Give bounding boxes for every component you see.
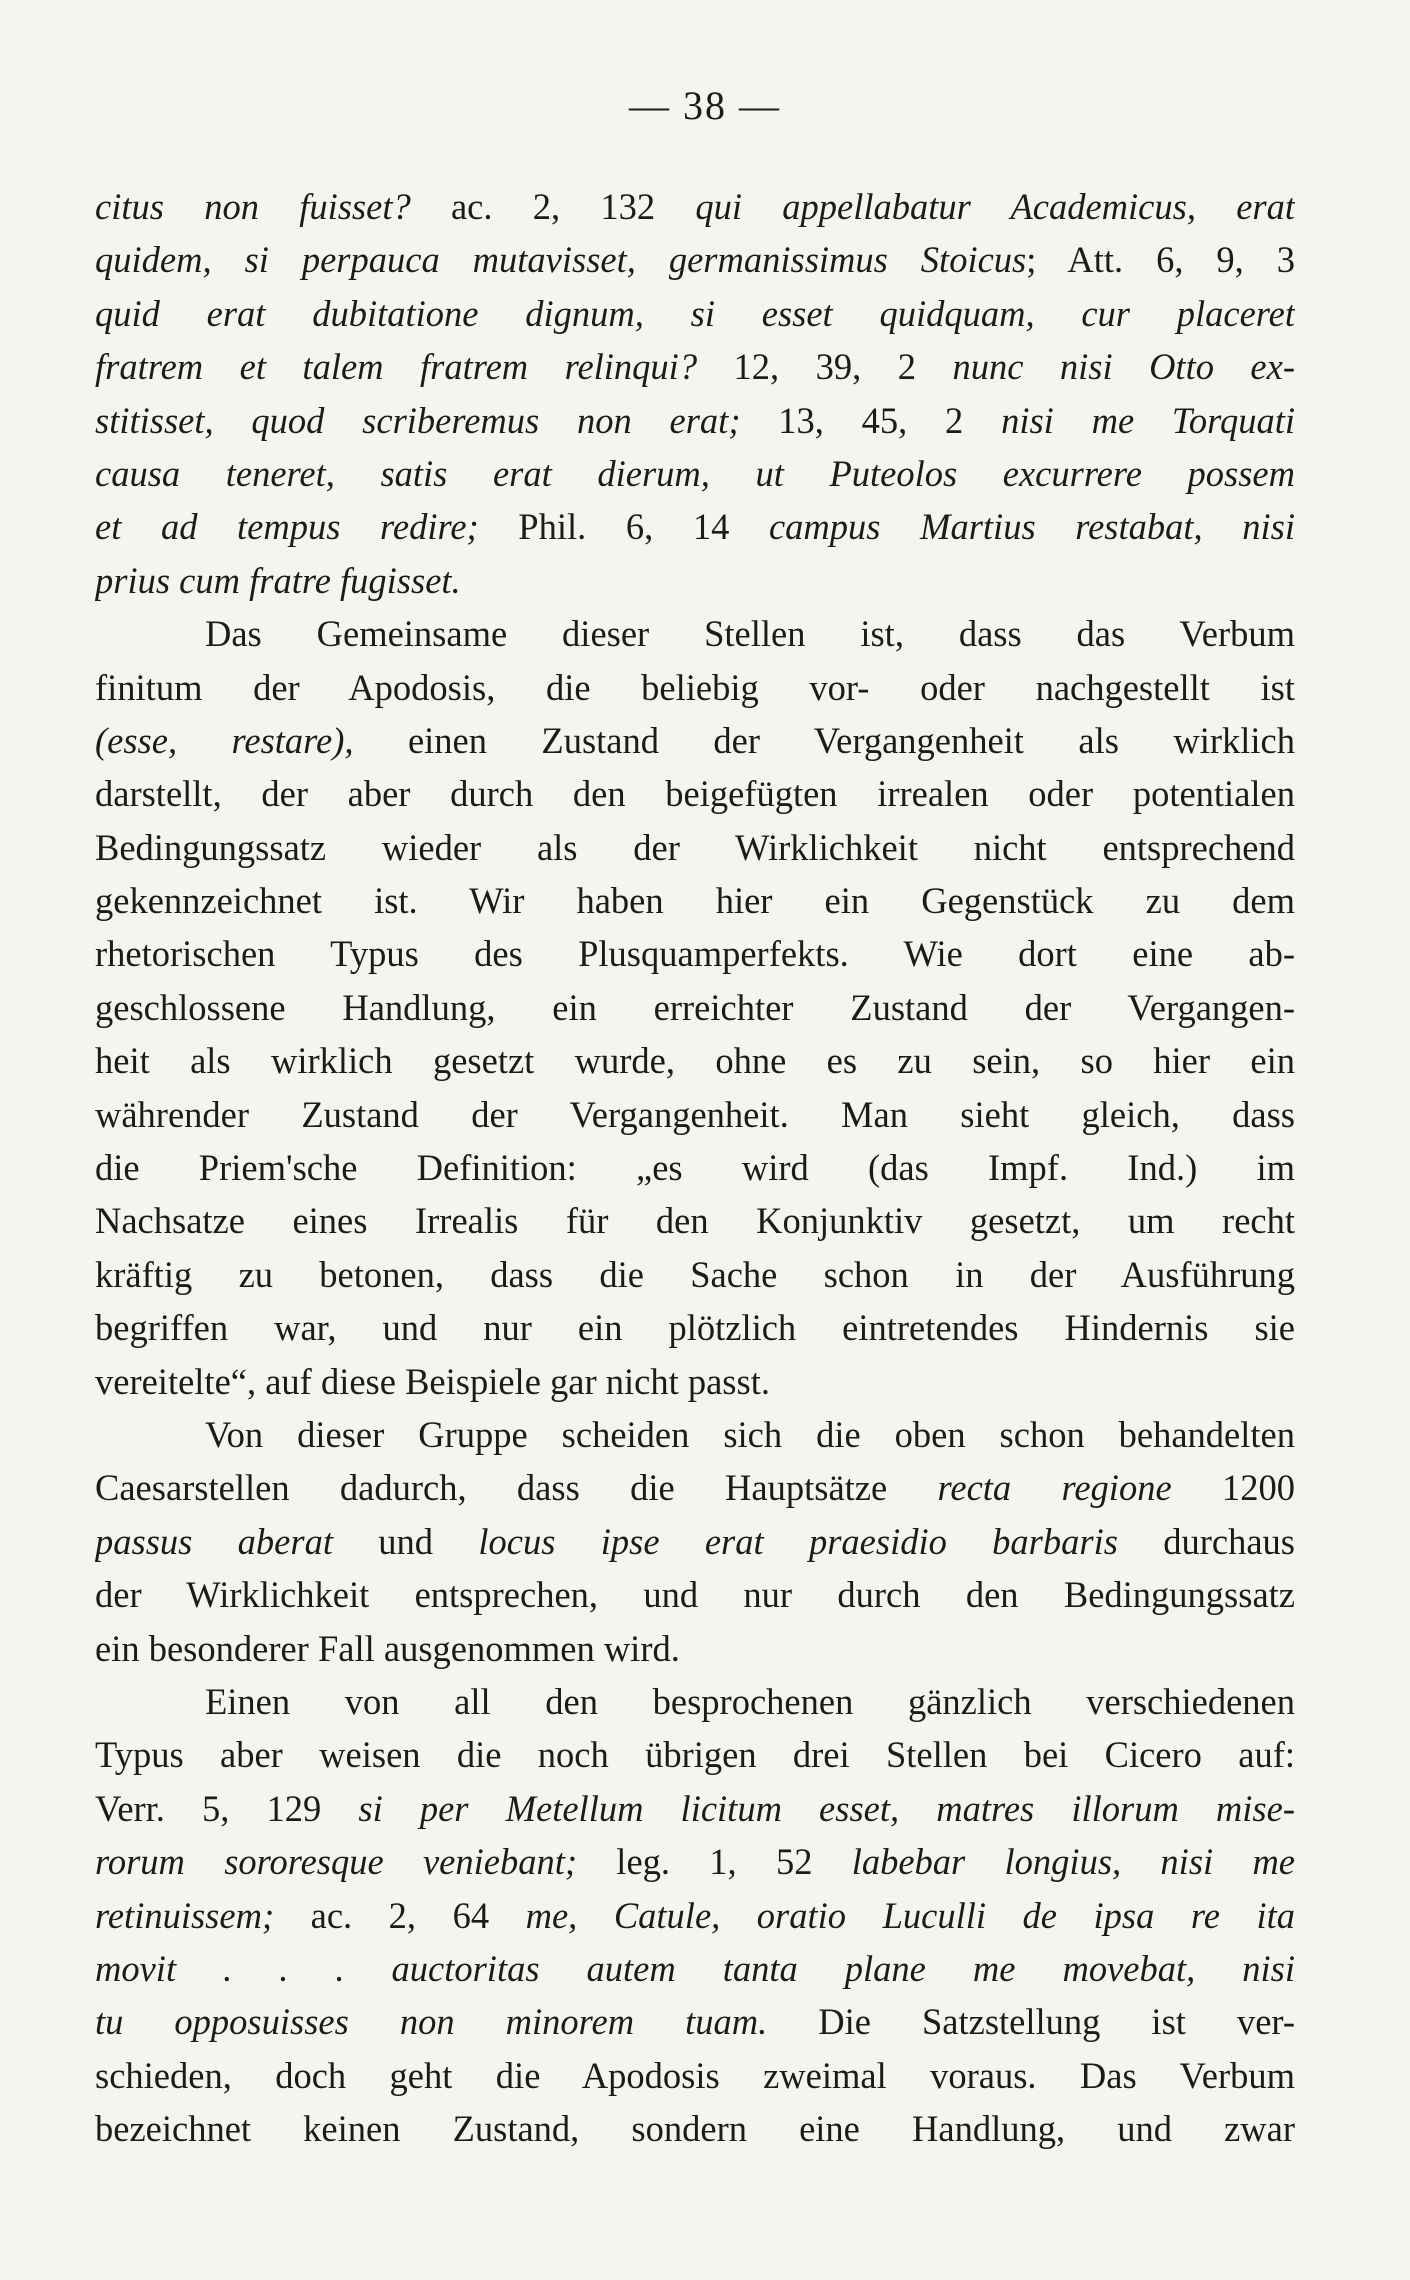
italic-segment: nisi me Torquati: [1001, 399, 1295, 441]
text-line: [95, 1461, 1295, 1514]
text-segment: die Priem'sche Definition: „es wird (das Impf. Ind.) im: [95, 1147, 1295, 1189]
text-segment: Von dieser Gruppe scheiden sich die oben schon behandelten: [205, 1413, 1295, 1455]
text-segment: finitum der Apodosis, die beliebig vor- oder nachgestellt ist: [95, 666, 1295, 708]
text-segment: rhetorischen Typus des Plusquamperfekts. Wie dort eine ab-: [95, 933, 1295, 975]
italic-segment: locus ipse erat praesidio barbaris: [478, 1520, 1164, 1562]
text-line: [95, 1568, 1295, 1621]
italic-segment: fratrem et talem fratrem relinqui?: [95, 346, 734, 388]
italic-segment: recta regione: [937, 1467, 1222, 1509]
text-segment: Phil. 6, 14: [518, 506, 769, 548]
text-line: [95, 1889, 1295, 1942]
text-segment: Einen von all den besprochenen gänzlich verschiedenen: [205, 1680, 1295, 1722]
italic-segment: rorum sororesque veniebant;: [95, 1841, 617, 1883]
text-segment: kräftig zu betonen, dass die Sache schon in der Ausführung: [95, 1253, 1295, 1295]
text-line: [95, 1301, 1295, 1354]
italic-segment: citus non fuisset?: [95, 186, 451, 227]
text-segment: darstellt, der aber durch den beigefügten irrealen oder potentialen: [95, 773, 1295, 815]
text-segment: ac. 2, 64: [310, 1894, 526, 1936]
text-segment: vereitelte“, auf diese Beispiele gar nicht passt.: [95, 1360, 770, 1402]
italic-segment: nunc nisi Otto ex-: [952, 346, 1295, 388]
text-line: [95, 340, 1295, 393]
text-line: [95, 2049, 1295, 2102]
text-line: [95, 1995, 1295, 2048]
text-segment: Caesarstellen dadurch, dass die Hauptsätze: [95, 1467, 938, 1509]
page-number: — 38 —: [629, 83, 781, 128]
text-segment: schieden, doch geht die Apodosis zweimal voraus. Das Verbum: [95, 2054, 1295, 2096]
text-line: [95, 1248, 1295, 1301]
text-line: [95, 233, 1295, 286]
text-segment: leg. 1, 52: [616, 1841, 852, 1883]
text-segment: ac. 2, 132: [450, 186, 696, 227]
text-line: [95, 2102, 1295, 2155]
text-segment: begriffen war, und nur ein plötzlich eintretendes Hindernis sie: [95, 1307, 1295, 1349]
text-segment: durchaus: [1163, 1520, 1295, 1562]
text-line: [95, 821, 1295, 874]
italic-segment: quidem, si perpauca mutavisset, germanissimus Stoicus: [95, 239, 1027, 281]
text-segment: Typus aber weisen die noch übrigen drei Stellen bei Cicero auf:: [95, 1734, 1295, 1776]
text-line: [95, 607, 1295, 660]
text-segment: ; Att. 6, 9, 3: [1026, 239, 1295, 281]
text-line: [95, 1141, 1295, 1194]
text-line: [95, 1835, 1295, 1888]
text-line: [95, 1782, 1295, 1835]
text-segment: und: [378, 1520, 479, 1562]
italic-segment: campus Martius restabat, nisi: [768, 506, 1295, 548]
text-segment: Das Gemeinsame dieser Stellen ist, dass das Verbum: [205, 613, 1295, 655]
text-line: [95, 447, 1295, 500]
italic-segment: causa teneret, satis erat dierum, ut Puteolos excurrere possem: [95, 452, 1295, 494]
text-line: [95, 661, 1295, 714]
text-line: [95, 1622, 1295, 1675]
italic-segment: tu opposuisses non minorem tuam.: [95, 2001, 819, 2043]
text-segment: Bedingungssatz wieder als der Wirklichkeit nicht entsprechend: [95, 826, 1295, 868]
text-line: [95, 1408, 1295, 1461]
italic-segment: et ad tempus redire;: [95, 506, 519, 548]
text-line: [95, 767, 1295, 820]
text-line: [95, 287, 1295, 340]
text-line: [95, 874, 1295, 927]
italic-segment: si per Metellum licitum esset, matres illorum mise-: [358, 1787, 1295, 1829]
italic-segment: labebar longius, nisi me: [851, 1841, 1295, 1883]
text-line: [95, 1034, 1295, 1087]
italic-segment: qui appellabatur Academicus, erat: [695, 186, 1295, 227]
text-line: [95, 1728, 1295, 1781]
text-line: [95, 1194, 1295, 1247]
text-segment: Die Satzstellung ist ver-: [818, 2001, 1295, 2043]
text-segment: ein besonderer Fall ausgenommen wird.: [95, 1627, 680, 1669]
text-line: [95, 927, 1295, 980]
text-line: [95, 554, 1295, 607]
text-line: [95, 500, 1295, 553]
text-line: [95, 180, 1295, 233]
text-line: [95, 1942, 1295, 1995]
text-segment: heit als wirklich gesetzt wurde, ohne es zu sein, so hier ein: [95, 1040, 1295, 1082]
text-line: [95, 1515, 1295, 1568]
text-line: [95, 1355, 1295, 1408]
text-line: [95, 1088, 1295, 1141]
italic-segment: passus aberat: [95, 1520, 379, 1562]
text-line: [95, 714, 1295, 767]
italic-segment: stitisset, quod scriberemus non erat;: [95, 399, 779, 441]
text-segment: währender Zustand der Vergangenheit. Man sieht gleich, dass: [95, 1093, 1295, 1135]
text-segment: Verr. 5, 129: [95, 1787, 359, 1829]
text-segment: 13, 45, 2: [778, 399, 1002, 441]
italic-segment: (esse, restare),: [95, 719, 408, 761]
italic-segment: quid erat dubitatione dignum, si esset quidquam, cur placeret: [95, 292, 1295, 334]
text-segment: geschlossene Handlung, ein erreichter Zustand der Vergangen-: [95, 986, 1295, 1028]
italic-segment: me, Catule, oratio Luculli de ipsa re ita: [525, 1894, 1295, 1936]
text-line: [95, 394, 1295, 447]
text-line: [95, 1675, 1295, 1728]
text-segment: bezeichnet keinen Zustand, sondern eine Handlung, und zwar: [95, 2108, 1295, 2150]
italic-segment: movit . . . auctoritas autem tanta plane me movebat, nisi: [95, 1947, 1295, 1989]
text-segment: 1200: [1221, 1467, 1295, 1509]
body-text: [95, 180, 1295, 2155]
text-line: [95, 981, 1295, 1034]
text-segment: Nachsatze eines Irrealis für den Konjunktiv gesetzt, um recht: [95, 1200, 1295, 1242]
text-segment: 12, 39, 2: [733, 346, 953, 388]
text-segment: einen Zustand der Vergangenheit als wirklich: [407, 719, 1295, 761]
text-segment: der Wirklichkeit entsprechen, und nur durch den Bedingungssatz: [95, 1574, 1295, 1616]
text-segment: gekennzeichnet ist. Wir haben hier ein Gegenstück zu dem: [95, 880, 1295, 922]
italic-segment: prius cum fratre fugisset.: [95, 559, 461, 601]
italic-segment: retinuissem;: [95, 1894, 311, 1936]
